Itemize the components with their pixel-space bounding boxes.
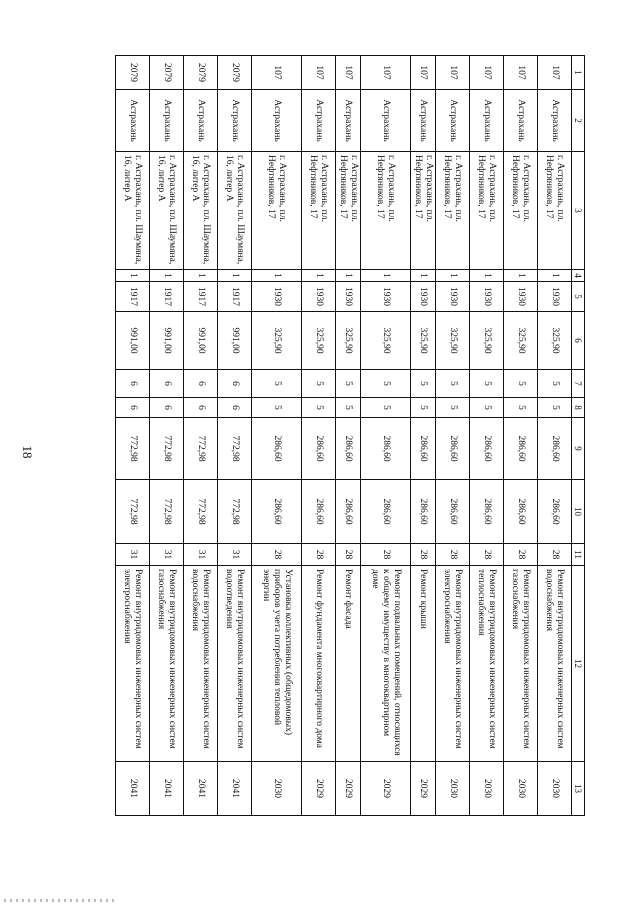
cell-work-type: Ремонт фундамента многоквартирного дома (302, 566, 336, 762)
cell-total-area: 991,00 (184, 312, 218, 370)
cell-work-type: Установка коллективных (общедомовых) приборов учета потребления тепловой энергии (252, 566, 302, 762)
cell-floors-min: 5 (252, 398, 302, 418)
cell-floors-max: 5 (411, 370, 436, 398)
cell-floors-max: 6 (116, 370, 150, 398)
cell-col-11: 28 (470, 544, 504, 566)
cell-house-id: 2079 (218, 56, 252, 90)
cell-floors-max: 5 (504, 370, 538, 398)
cell-planned-year: 2029 (336, 762, 361, 816)
cell-area-living: 286,60 (361, 418, 411, 480)
cell-total-area: 991,00 (150, 312, 184, 370)
cell-col-11: 31 (184, 544, 218, 566)
cell-address: г. Астрахань, пл. Нефтяников, 17 (336, 152, 361, 270)
cell-area-total: 286,60 (302, 480, 336, 544)
cell-total-area: 325,90 (538, 312, 572, 370)
cell-total-area: 325,90 (361, 312, 411, 370)
header-row (572, 56, 585, 816)
cell-year-built: 1917 (184, 282, 218, 312)
cell-planned-year: 2030 (252, 762, 302, 816)
cell-year-built: 1930 (336, 282, 361, 312)
cell-floors-max: 5 (538, 370, 572, 398)
table-row (470, 56, 504, 816)
cell-city: Астрахань (361, 90, 411, 152)
table-row (538, 56, 572, 816)
cell-city: Астрахань (470, 90, 504, 152)
scan-artifact (4, 899, 114, 902)
cell-year-built: 1917 (116, 282, 150, 312)
cell-address: г. Астрахань, пл. Шаумяна, 16, литер А (218, 152, 252, 270)
cell-col-4: 1 (436, 270, 470, 282)
cell-col-4: 1 (302, 270, 336, 282)
cell-address: г. Астрахань, пл. Нефтяников, 17 (252, 152, 302, 270)
cell-area-total: 286,60 (361, 480, 411, 544)
cell-area-living: 286,60 (470, 418, 504, 480)
cell-floors-max: 5 (302, 370, 336, 398)
repair-schedule-table (115, 55, 585, 816)
cell-col-4: 1 (150, 270, 184, 282)
cell-col-4: 1 (361, 270, 411, 282)
table-row (184, 56, 218, 816)
cell-planned-year: 2029 (302, 762, 336, 816)
table-row (252, 56, 302, 816)
cell-area-total: 286,60 (504, 480, 538, 544)
cell-floors-min: 6 (150, 398, 184, 418)
cell-house-id: 107 (411, 56, 436, 90)
cell-address: г. Астрахань, пл. Шаумяна, 16, литер А (116, 152, 150, 270)
cell-floors-max: 6 (184, 370, 218, 398)
cell-col-11: 28 (302, 544, 336, 566)
cell-planned-year: 2041 (116, 762, 150, 816)
cell-address: г. Астрахань, пл. Нефтяников, 17 (361, 152, 411, 270)
cell-work-type: Ремонт внутридомовых инженерных систем электроснабжения (436, 566, 470, 762)
cell-floors-max: 6 (150, 370, 184, 398)
cell-floors-min: 6 (116, 398, 150, 418)
cell-city: Астрахань (116, 90, 150, 152)
cell-floors-max: 5 (336, 370, 361, 398)
cell-city: Астрахань (218, 90, 252, 152)
column-header-1: 1 (572, 56, 585, 90)
cell-year-built: 1930 (504, 282, 538, 312)
cell-col-4: 1 (184, 270, 218, 282)
cell-col-11: 31 (218, 544, 252, 566)
cell-work-type: Ремонт внутридомовых инженерных систем водоотведения (218, 566, 252, 762)
cell-total-area: 325,90 (411, 312, 436, 370)
cell-floors-max: 5 (436, 370, 470, 398)
column-header-3: 3 (572, 152, 585, 270)
cell-col-11: 28 (538, 544, 572, 566)
cell-address: г. Астрахань, пл. Нефтяников, 17 (538, 152, 572, 270)
cell-col-11: 28 (504, 544, 538, 566)
cell-house-id: 107 (504, 56, 538, 90)
cell-col-11: 28 (336, 544, 361, 566)
cell-planned-year: 2030 (470, 762, 504, 816)
cell-address: г. Астрахань, пл. Шаумяна, 16, литер А (150, 152, 184, 270)
table-row (302, 56, 336, 816)
table-row (361, 56, 411, 816)
cell-floors-min: 5 (504, 398, 538, 418)
cell-work-type: Ремонт внутридомовых инженерных систем электроснабжения (116, 566, 150, 762)
column-header-13: 13 (572, 762, 585, 816)
cell-area-living: 772,98 (116, 418, 150, 480)
cell-floors-min: 5 (436, 398, 470, 418)
cell-year-built: 1930 (538, 282, 572, 312)
cell-city: Астрахань (436, 90, 470, 152)
cell-col-11: 28 (252, 544, 302, 566)
cell-area-living: 772,98 (150, 418, 184, 480)
cell-year-built: 1930 (252, 282, 302, 312)
cell-area-living: 286,60 (302, 418, 336, 480)
cell-year-built: 1930 (361, 282, 411, 312)
cell-total-area: 325,90 (302, 312, 336, 370)
cell-city: Астрахань (504, 90, 538, 152)
cell-planned-year: 2041 (150, 762, 184, 816)
cell-city: Астрахань (184, 90, 218, 152)
cell-work-type: Ремонт внутридомовых инженерных систем газоснабжения (150, 566, 184, 762)
cell-city: Астрахань (336, 90, 361, 152)
table-row (411, 56, 436, 816)
column-header-9: 9 (572, 418, 585, 480)
column-header-11: 11 (572, 544, 585, 566)
column-header-6: 6 (572, 312, 585, 370)
cell-area-total: 772,98 (218, 480, 252, 544)
cell-col-11: 28 (436, 544, 470, 566)
cell-house-id: 107 (470, 56, 504, 90)
cell-area-total: 772,98 (116, 480, 150, 544)
table-row (336, 56, 361, 816)
column-header-7: 7 (572, 370, 585, 398)
cell-area-living: 286,60 (436, 418, 470, 480)
cell-house-id: 107 (252, 56, 302, 90)
cell-house-id: 2079 (150, 56, 184, 90)
cell-area-living: 286,60 (336, 418, 361, 480)
cell-area-total: 286,60 (470, 480, 504, 544)
cell-year-built: 1917 (150, 282, 184, 312)
cell-col-4: 1 (504, 270, 538, 282)
cell-city: Астрахань (150, 90, 184, 152)
cell-col-4: 1 (411, 270, 436, 282)
cell-floors-max: 6 (218, 370, 252, 398)
cell-area-living: 286,60 (411, 418, 436, 480)
cell-work-type: Ремонт подвальных помещений, относящихся к общему имуществу в многоквартирном доме (361, 566, 411, 762)
cell-area-living: 772,98 (218, 418, 252, 480)
cell-city: Астрахань (252, 90, 302, 152)
cell-floors-min: 6 (218, 398, 252, 418)
cell-col-4: 1 (252, 270, 302, 282)
cell-city: Астрахань (411, 90, 436, 152)
rotated-table-container (75, 55, 585, 815)
cell-house-id: 107 (436, 56, 470, 90)
cell-floors-min: 5 (538, 398, 572, 418)
cell-total-area: 325,90 (436, 312, 470, 370)
cell-total-area: 325,90 (504, 312, 538, 370)
cell-floors-min: 5 (302, 398, 336, 418)
cell-area-living: 286,60 (538, 418, 572, 480)
cell-floors-max: 5 (252, 370, 302, 398)
cell-planned-year: 2041 (218, 762, 252, 816)
table-row (150, 56, 184, 816)
cell-col-11: 31 (150, 544, 184, 566)
cell-area-total: 286,60 (336, 480, 361, 544)
cell-floors-min: 6 (184, 398, 218, 418)
cell-planned-year: 2029 (411, 762, 436, 816)
table-row (116, 56, 150, 816)
cell-col-4: 1 (470, 270, 504, 282)
cell-total-area: 325,90 (470, 312, 504, 370)
cell-planned-year: 2030 (538, 762, 572, 816)
cell-year-built: 1917 (218, 282, 252, 312)
cell-col-4: 1 (538, 270, 572, 282)
cell-work-type: Ремонт фасада (336, 566, 361, 762)
cell-year-built: 1930 (411, 282, 436, 312)
cell-col-4: 1 (218, 270, 252, 282)
cell-planned-year: 2030 (504, 762, 538, 816)
cell-address: г. Астрахань, пл. Нефтяников, 17 (411, 152, 436, 270)
cell-col-11: 28 (361, 544, 411, 566)
column-header-8: 8 (572, 398, 585, 418)
column-header-4: 4 (572, 270, 585, 282)
cell-area-total: 286,60 (411, 480, 436, 544)
cell-floors-min: 5 (411, 398, 436, 418)
cell-col-4: 1 (336, 270, 361, 282)
cell-address: г. Астрахань, пл. Нефтяников, 17 (436, 152, 470, 270)
cell-work-type: Ремонт крыши (411, 566, 436, 762)
cell-house-id: 107 (336, 56, 361, 90)
cell-planned-year: 2041 (184, 762, 218, 816)
table-row (218, 56, 252, 816)
cell-floors-min: 5 (470, 398, 504, 418)
cell-col-4: 1 (116, 270, 150, 282)
column-header-12: 12 (572, 566, 585, 762)
cell-area-living: 286,60 (252, 418, 302, 480)
cell-total-area: 325,90 (252, 312, 302, 370)
cell-col-11: 31 (116, 544, 150, 566)
column-header-5: 5 (572, 282, 585, 312)
cell-area-total: 286,60 (538, 480, 572, 544)
cell-work-type: Ремонт внутридомовых инженерных систем водоснабжения (184, 566, 218, 762)
cell-house-id: 107 (361, 56, 411, 90)
cell-area-total: 772,98 (184, 480, 218, 544)
cell-floors-max: 5 (470, 370, 504, 398)
cell-total-area: 991,00 (218, 312, 252, 370)
cell-year-built: 1930 (302, 282, 336, 312)
cell-planned-year: 2030 (436, 762, 470, 816)
column-header-10: 10 (572, 480, 585, 544)
cell-floors-min: 5 (336, 398, 361, 418)
cell-house-id: 2079 (184, 56, 218, 90)
cell-address: г. Астрахань, пл. Нефтяников, 17 (504, 152, 538, 270)
cell-planned-year: 2029 (361, 762, 411, 816)
cell-total-area: 325,90 (336, 312, 361, 370)
cell-area-living: 772,98 (184, 418, 218, 480)
table-body (116, 56, 572, 816)
cell-year-built: 1930 (436, 282, 470, 312)
table-row (436, 56, 470, 816)
cell-address: г. Астрахань, пл. Нефтяников, 17 (470, 152, 504, 270)
cell-city: Астрахань (538, 90, 572, 152)
cell-area-total: 286,60 (436, 480, 470, 544)
cell-total-area: 991,00 (116, 312, 150, 370)
cell-floors-min: 5 (361, 398, 411, 418)
cell-col-11: 28 (411, 544, 436, 566)
cell-work-type: Ремонт внутридомовых инженерных систем газоснабжения (504, 566, 538, 762)
cell-house-id: 2079 (116, 56, 150, 90)
cell-address: г. Астрахань, пл. Нефтяников, 17 (302, 152, 336, 270)
page-number: 18 (20, 445, 35, 459)
cell-area-total: 286,60 (252, 480, 302, 544)
cell-floors-max: 5 (361, 370, 411, 398)
cell-work-type: Ремонт внутридомовых инженерных систем водоснабжения (538, 566, 572, 762)
cell-area-living: 286,60 (504, 418, 538, 480)
cell-house-id: 107 (538, 56, 572, 90)
cell-work-type: Ремонт внутридомовых инженерных систем теплоснабжения (470, 566, 504, 762)
table-row (504, 56, 538, 816)
cell-address: г. Астрахань, пл. Шаумяна, 16, литер А (184, 152, 218, 270)
cell-year-built: 1930 (470, 282, 504, 312)
cell-area-total: 772,98 (150, 480, 184, 544)
column-header-2: 2 (572, 90, 585, 152)
cell-house-id: 107 (302, 56, 336, 90)
cell-city: Астрахань (302, 90, 336, 152)
